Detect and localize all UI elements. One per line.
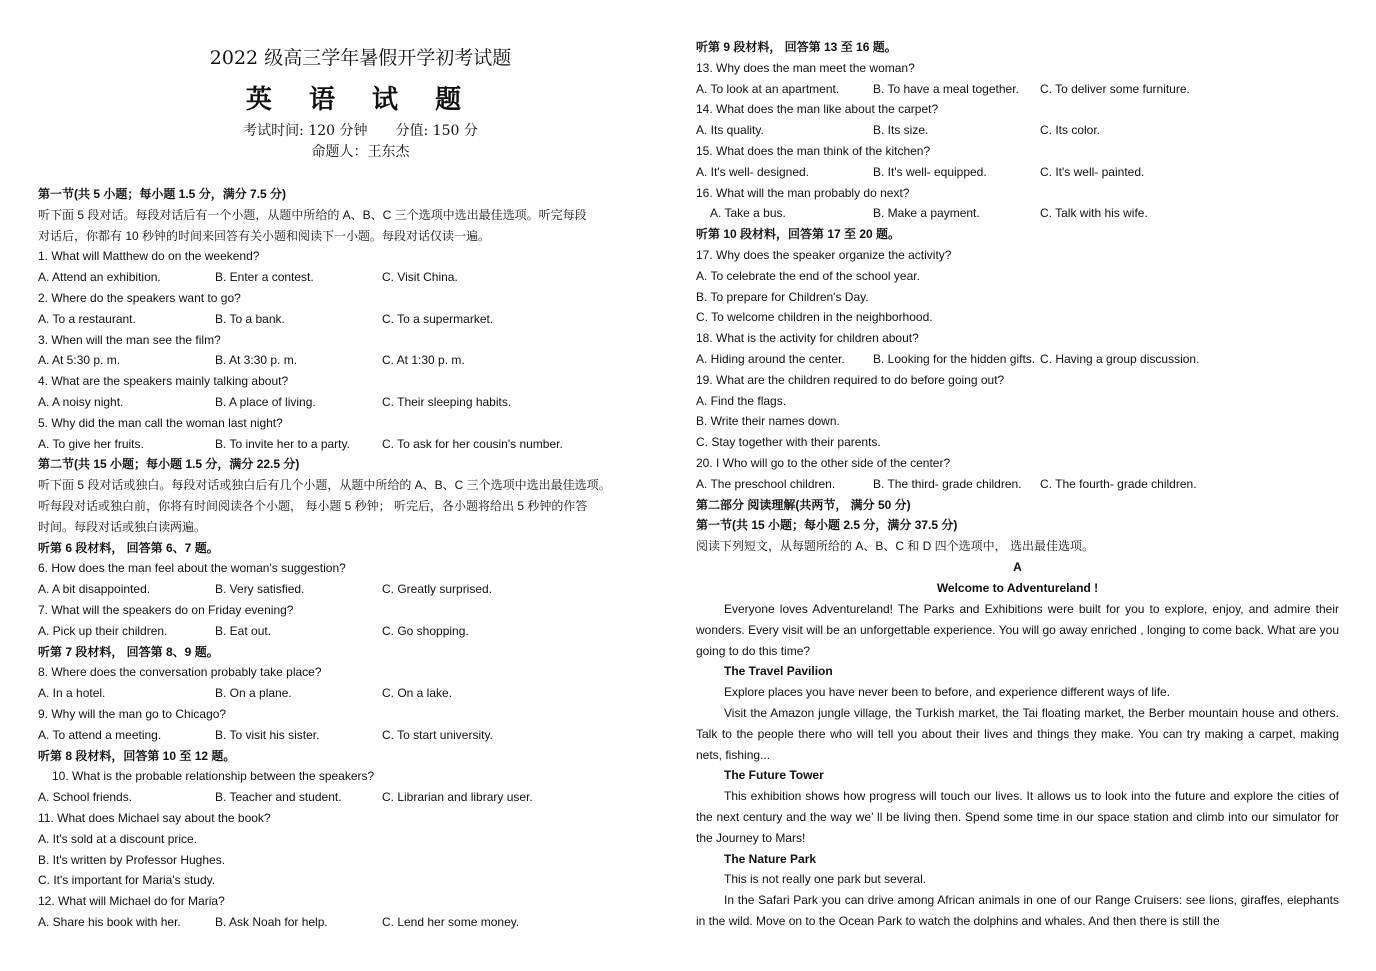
text-line [38,413,683,434]
text-line [38,371,683,392]
text-line-content: 3. When will the man see the film? [38,332,221,347]
option-a: A. In a hotel. [38,686,106,701]
option-a: A. A noisy night. [38,394,124,409]
option-b: B. To visit his sister. [215,727,320,742]
right-column [696,0,1339,971]
text-line-content: 20. I Who will go to the other side of the center? [696,455,951,470]
text-line-content: 听每段对话或独白前，你将有时间阅读各个小题， 每小题 5 秒钟； 听完后，各小题将给出 5 秒钟的作答 [38,498,588,513]
text-line [696,453,1339,474]
text-line-content: B. Write their names down. [696,414,840,429]
passage-paragraph: In the Safari Park you can drive among African animals in one of our Range Cruisers: see lions, giraffes, elephants in the wild. Move on to the Ocean Park to watch the dolphins and whales. And then there is still the [696,893,1339,928]
text-line [38,330,683,351]
section-heading-text: 第二节(共 15 小题；每小题 1.5 分，满分 22.5 分) [38,457,300,472]
exam-title: 2022 级高三学年暑假开学初考试题 [209,47,512,69]
text-line [38,704,683,725]
passage-paragraph: This is not really one park but several. [724,872,927,887]
text-line-content: 5. Why did the man call the woman last night? [38,415,283,430]
text-line-content: 12. What will Michael do for Maria? [38,894,225,909]
text-line [38,496,683,517]
answer-options [696,349,1339,370]
text-line [696,432,1339,453]
option-a: A. It's well- designed. [696,164,810,179]
text-line [696,245,1339,266]
option-c: C. On a lake. [382,686,453,701]
option-a: A. To a restaurant. [38,311,136,326]
text-line-content: 11. What does Michael say about the book? [38,810,271,825]
text-line-content: 6. How does the man feel about the woman's suggestion? [38,561,346,576]
text-line-content: 1. What will Matthew do on the weekend? [38,249,260,264]
option-a: A. A bit disappointed. [38,582,151,597]
option-b: B. A place of living. [215,394,316,409]
listening-section-continued [696,37,1339,599]
option-a: A. Take a bus. [710,206,786,221]
answer-options [38,434,683,455]
option-c: C. To deliver some furniture. [1040,81,1190,96]
answer-options [38,683,683,704]
text-line-content: 19. What are the children required to do before going out? [696,372,1005,387]
passage-paragraph: This exhibition shows how progress will touch our lives. It allows us to look into the future and explore the cities of the next century and the way we’ ll be living then. Spend some time in our space station and climb into our simulator for the Journey to Mars! [696,789,1339,845]
text-line [696,391,1339,412]
option-c: C. Librarian and library user. [382,790,533,805]
listening-section [38,184,683,933]
option-c: C. Talk with his wife. [1040,206,1148,221]
option-b: B. Enter a contest. [215,270,314,285]
section-heading-text: 第一节(共 5 小题；每小题 1.5 分，满分 7.5 分) [38,187,287,201]
text-line [38,288,683,309]
text-line [696,99,1339,120]
option-b: B. Its size. [873,123,929,138]
section-heading [696,515,1339,536]
text-line [38,517,683,538]
option-b: B. To a bank. [215,311,285,326]
option-a: A. To give her fruits. [38,436,144,451]
option-a: A. Its quality. [696,123,764,138]
text-line [696,328,1339,349]
text-line-content: A. Find the flags. [696,393,787,408]
option-a: A. Hiding around the center. [696,351,845,366]
text-line-content: C. It's important for Maria's study. [38,873,216,888]
answer-options [38,725,683,746]
exam-score: 分值: 150 分 [395,123,478,139]
section-heading-text: 第一节(共 15 小题；每小题 2.5 分，满分 37.5 分) [696,518,958,533]
text-line [696,266,1339,287]
text-line-content: B. It's written by Professor Hughes. [38,852,226,867]
option-a: A. At 5:30 p. m. [38,353,121,368]
answer-options [38,309,683,330]
text-line [696,183,1339,204]
subject-title: 英 语 试 题 [245,85,476,115]
passage-title [696,578,1339,599]
text-line [38,600,683,621]
left-column [38,0,683,971]
text-line [38,850,683,871]
option-c: C. To a supermarket. [382,311,494,326]
option-a: A. To attend a meeting. [38,727,162,742]
answer-options [696,79,1339,100]
text-line-content: 9. Why will the man go to Chicago? [38,706,227,721]
passage-heading: The Travel Pavilion [724,664,833,679]
text-line-content: 听下面 5 段对话或独白。每段对话或独白后有几个小题，从题中所给的 A、B、C 三个选项中选出最佳选项。 [38,478,611,493]
reading-passage-a [696,599,1339,932]
option-c: C. The fourth- grade children. [1040,476,1197,491]
text-line [38,475,683,496]
exam-time: 考试时间: 120 分钟 [243,123,368,139]
option-b: B. Teacher and student. [215,790,342,805]
text-line-content: C. To welcome children in the neighborhood. [696,310,933,325]
section-heading [696,495,1339,516]
option-c: C. Go shopping. [382,623,469,638]
option-a: A. Pick up their children. [38,623,168,638]
answer-options [696,203,1339,224]
option-c: C. Its color. [1040,123,1101,138]
question [38,766,683,787]
section-heading-text: 听第 10 段材料，回答第 17 至 20 题。 [696,227,901,242]
option-b: B. It's well- equipped. [873,164,987,179]
text-line-content: C. Stay together with their parents. [696,435,881,450]
option-b: B. To have a meal together. [873,81,1019,96]
passage-title [696,557,1339,578]
text-line [696,536,1339,557]
answer-options [696,162,1339,183]
answer-options [38,392,683,413]
section-heading-text: 听第 9 段材料， 回答第 13 至 16 题。 [696,40,897,54]
text-line-content: 4. What are the speakers mainly talking about? [38,374,289,389]
option-b: B. At 3:30 p. m. [215,353,298,368]
answer-options [696,474,1339,495]
text-line-content: 13. Why does the man meet the woman? [696,60,915,75]
exam-time-score [38,122,683,140]
option-b: B. Make a payment. [873,206,980,221]
text-line-content: 17. Why does the speaker organize the activity? [696,247,952,262]
option-b: B. Eat out. [215,623,272,638]
option-c: C. It's well- painted. [1040,164,1145,179]
passage-paragraph: Visit the Amazon jungle village, the Turkish market, the Tai floating market, the Berber mountain house and others. Talk to the people there who will tell you about their lives and things they make. You can try making a carpet, making nets, fishing... [696,705,1339,762]
option-a: A. The preschool children. [696,476,836,491]
passage-paragraph: Everyone loves Adventureland! The Parks and Exhibitions were built for you to explore, enjoy, and admire their wonders. Every visit will be an unforgettable experience. You will go away enriched , longing to come back. What are you going to do this time? [696,602,1339,658]
option-b: B. Very satisfied. [215,582,305,597]
section-heading-text: 听第 7 段材料， 回答第 8、9 题。 [38,644,219,659]
section-heading [38,746,683,767]
answer-options [38,621,683,642]
option-c: C. Their sleeping habits. [382,394,512,409]
text-line [38,808,683,829]
text-line [38,246,683,267]
passage-heading: The Nature Park [724,851,817,866]
section-heading-text: 第二部分 阅读理解(共两节， 满分 50 分) [696,497,911,512]
option-c: C. Lend her some money. [382,914,520,929]
section-heading [696,224,1339,245]
text-line-content: 15. What does the man think of the kitchen? [696,143,931,158]
text-line [696,58,1339,79]
text-line [696,370,1339,391]
option-a: A. To look at an apartment. [696,81,840,96]
section-heading [38,454,683,475]
section-heading-text: 听第 8 段材料，回答第 10 至 12 题。 [38,748,236,763]
text-line [38,891,683,912]
text-line [38,662,683,683]
option-b: B. Looking for the hidden gifts. [873,351,1036,366]
text-line [696,307,1339,328]
answer-options [38,267,683,288]
text-line [38,226,683,247]
text-line-content: 听下面 5 段对话。每段对话后有一个小题，从题中所给的 A、B、C 三个选项中选出最佳选项。听完每段 [38,207,587,222]
section-heading [38,184,683,205]
option-a: A. Share his book with her. [38,914,181,929]
option-c: C. To start university. [382,727,493,742]
option-c: C. Visit China. [382,270,458,285]
answer-options [38,912,683,933]
text-line [38,205,683,226]
text-line-content: 18. What is the activity for children about? [696,331,919,346]
answer-options [696,120,1339,141]
option-c: C. Having a group discussion. [1040,351,1200,366]
text-line-content: 2. Where do the speakers want to go? [38,290,241,305]
text-line-content: A. To celebrate the end of the school year. [696,268,920,283]
question-text: 10. What is the probable relationship between the speakers? [52,769,375,784]
text-line-content: B. To prepare for Children's Day. [696,289,869,304]
text-line-content: A. It's sold at a discount price. [38,831,198,846]
option-b: B. On a plane. [215,686,292,701]
answer-options [38,579,683,600]
section-heading [38,538,683,559]
passage-heading: The Future Tower [724,768,824,783]
section-heading [38,642,683,663]
option-c: C. To ask for her cousin's number. [382,436,563,451]
text-line-content: 14. What does the man like about the carpet? [696,102,939,117]
option-c: C. At 1:30 p. m. [382,353,465,368]
passage-title-text: A [1013,559,1022,574]
text-line-content: 7. What will the speakers do on Friday evening? [38,602,294,617]
text-line [696,141,1339,162]
option-b: B. Ask Noah for help. [215,914,328,929]
text-line-content: 阅读下列短文，从每题所给的 A、B、C 和 D 四个选项中， 选出最佳选项。 [696,539,1095,554]
exam-author: 命题人：王东杰 [311,144,410,160]
answer-options [38,787,683,808]
text-line-content: 16. What will the man probably do next? [696,185,910,200]
option-a: A. Attend an exhibition. [38,270,161,285]
text-line [696,287,1339,308]
text-line-content: 时间。每段对话或独白读两遍。 [38,519,207,534]
text-line-content: 8. Where does the conversation probably take place? [38,665,322,680]
passage-paragraph: Explore places you have never been to before, and experience different ways of life. [724,685,1171,700]
option-c: C. Greatly surprised. [382,582,493,597]
text-line [696,411,1339,432]
option-b: B. The third- grade children. [873,476,1022,491]
option-b: B. To invite her to a party. [215,436,350,451]
text-line [38,558,683,579]
passage-title-text: Welcome to Adventureland ! [936,580,1099,595]
answer-options [38,350,683,371]
text-line-content: 对话后，你都有 10 秒钟的时间来回答有关小题和阅读下一小题。每段对话仅读一遍。 [38,228,491,243]
section-heading [696,37,1339,58]
text-line [38,870,683,891]
section-heading-text: 听第 6 段材料， 回答第 6、7 题。 [38,540,219,555]
option-a: A. School friends. [38,790,133,805]
text-line [38,829,683,850]
